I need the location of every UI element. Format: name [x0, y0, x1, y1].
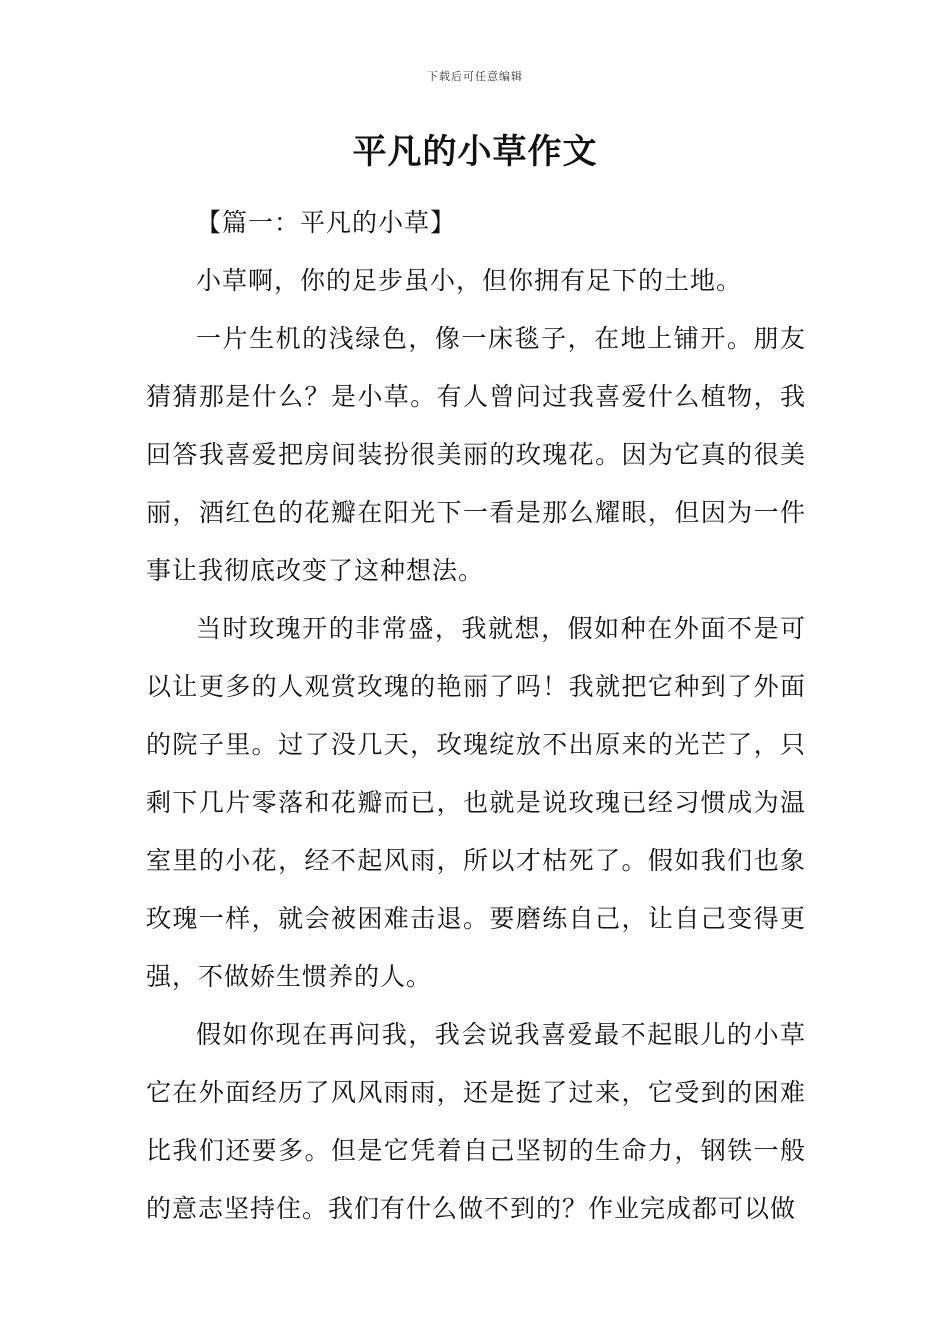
header-note: 下载后可任意编辑	[427, 70, 523, 83]
paragraph: 小草啊，你的足步虽小，但你拥有足下的土地。	[196, 266, 743, 295]
document-title: 平凡的小草作文	[352, 132, 598, 172]
paragraph: 假如你现在再问我，我会说我喜爱最不起眼儿的小草它在外面经历了风风雨雨，还是挺了过来，它受到的困难比我们还要多。但是它凭着自己坚韧的生命力，钢铁一般的意志坚持住。我们有什么做不到的？作业完成都可以做	[146, 1020, 806, 1223]
document-body	[146, 194, 806, 1238]
paragraph: 一片生机的浅绿色，像一床毯子，在地上铺开。朋友猜猜那是什么？是小草。有人曾问过我喜爱什么植物，我回答我喜爱把房间装扮很美丽的玫瑰花。因为它真的很美丽，酒红色的花瓣在阳光下一看是那么耀眼，但因为一件事让我彻底改变了这种想法。	[146, 324, 806, 585]
section-heading: 【篇一：平凡的小草】	[196, 208, 457, 237]
paragraph: 当时玫瑰开的非常盛，我就想，假如种在外面不是可以让更多的人观赏玫瑰的艳丽了吗！我就把它种到了外面的院子里。过了没几天，玫瑰绽放不出原来的光芒了，只剩下几片零落和花瓣而已，也就是说玫瑰已经习惯成为温室里的小花，经不起风雨，所以才枯死了。假如我们也象玫瑰一样，就会被困难击退。要磨练自己，让自己变得更强，不做娇生惯养的人。	[146, 614, 806, 991]
